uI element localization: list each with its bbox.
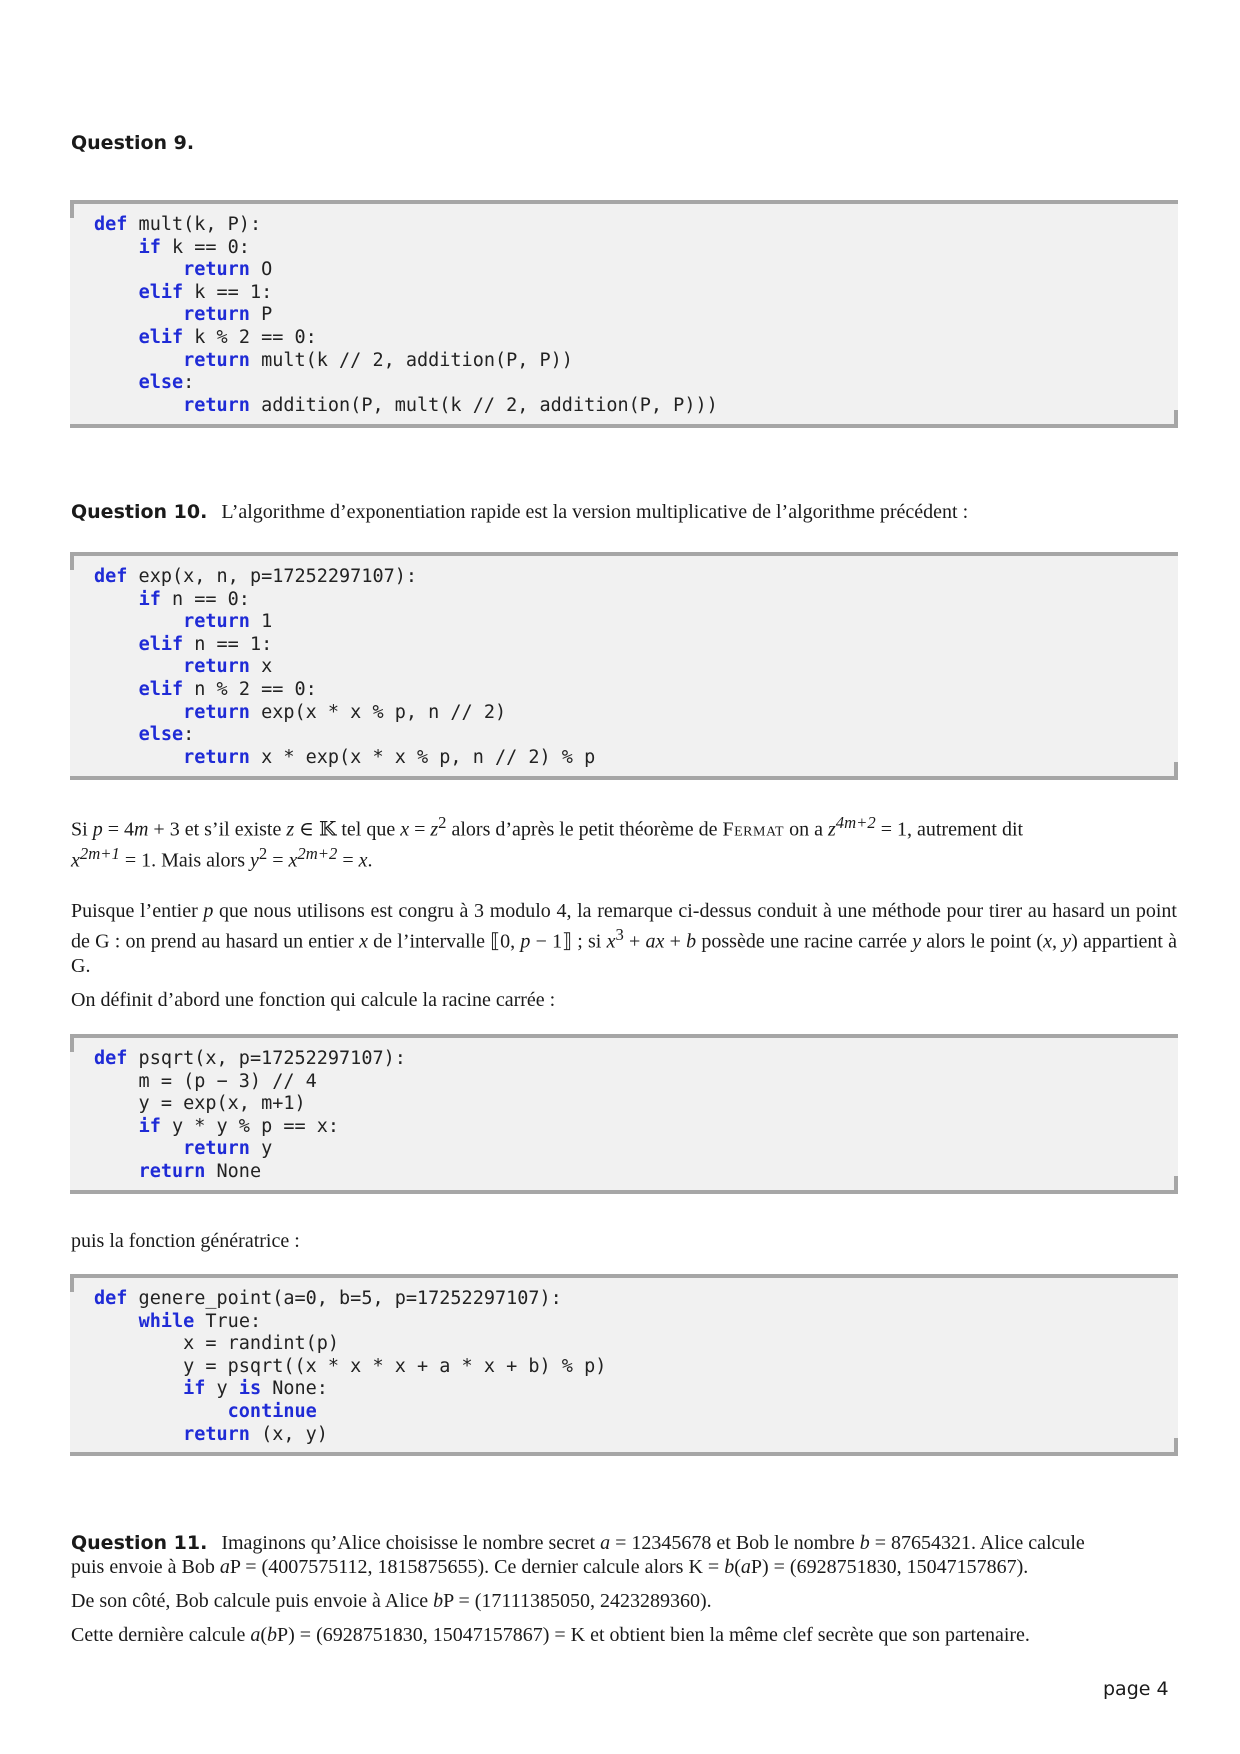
code-genere-point: def genere_point(a=0, b=5, p=17252297107): while True: x = randint(p) y = psqrt((x * x * x + a * x + b) % p) if y is None: continue return (x, y) — [94, 1288, 607, 1445]
fermat-name: Fermat — [722, 818, 785, 841]
question-10-heading: Question 10. — [71, 501, 208, 523]
fermat-paragraph: Si p = 4m + 3 et s’il existe z ∈ 𝕂 tel que $x = z^2$ alors d’après le petit théorème de Fermat on a $z^{4m+2} = 1$, autrement dit $x^{2m+1} = 1$. Mais alors $y^2 = x^{2m+2} = x$. — [71, 813, 1024, 872]
question-9-heading: Question 9. — [71, 132, 195, 154]
question-10-intro: L’algorithme d’exponentiation rapide est la version multiplicative de l’algorithme précédent : — [221, 501, 969, 523]
code-exp: def exp(x, n, p=17252297107): if n == 0: return 1 elif n == 1: return x elif n % 2 == 0: return exp(x * x % p, n // 2) else: return x * exp(x * x % p, n // 2) % p — [94, 566, 596, 768]
code-psqrt: def psqrt(x, p=17252297107): m = (p − 3) // 4 y = exp(x, m+1) if y * y % p == x: return y return None — [94, 1048, 406, 1182]
code-block-genere-point — [70, 1274, 1178, 1456]
question-11-heading: Question 11. — [71, 1532, 208, 1554]
page-number: page 4 — [1103, 1678, 1169, 1700]
question-10-line — [71, 500, 1177, 524]
generator-intro-text: puis la fonction génératrice : — [71, 1230, 300, 1252]
method-paragraph: Puisque l’entier p que nous utilisons est congru à 3 modulo 4, la remarque ci-dessus conduit à une méthode pour tirer au hasard un point de G : on prend au hasard un entier x de l’intervalle ⟦0, p − 1⟧ ; si $x^3$ + ax + b possède une racine carrée y alors le point (x, y) appartient à G. On définit d’abord une fonction qui calcule la racine carrée : — [71, 900, 1178, 1011]
code-block-exp — [70, 552, 1178, 780]
code-block-psqrt — [70, 1034, 1178, 1194]
code-mult: def mult(k, P): if k == 0: return O elif k == 1: return P elif k % 2 == 0: return mult(k // 2, addition(P, P)) else: return addition(P, mult(k // 2, addition(P, P))) — [94, 214, 718, 416]
code-block-mult — [70, 200, 1178, 428]
question-11-block: Question 11. Imaginons qu’Alice choisisse le nombre secret a = 12345678 et Bob le nombre b = 87654321. Alice calcule puis envoie à Bob aP = (4007575112, 1815875655). Ce dernier calcule alors K = b(aP) = (6928751830, 15047157867). De son côté, Bob calcule puis envoie à Alice bP = (17111385050, 2423289360). Cette dernière calcule a(bP) = (6928751830, 15047157867) = K et obtient bien la même clef secrète que son partenaire. — [71, 1532, 1085, 1646]
define-sqrt-text: On définit d’abord une fonction qui calcule la racine carrée : — [71, 988, 556, 1011]
